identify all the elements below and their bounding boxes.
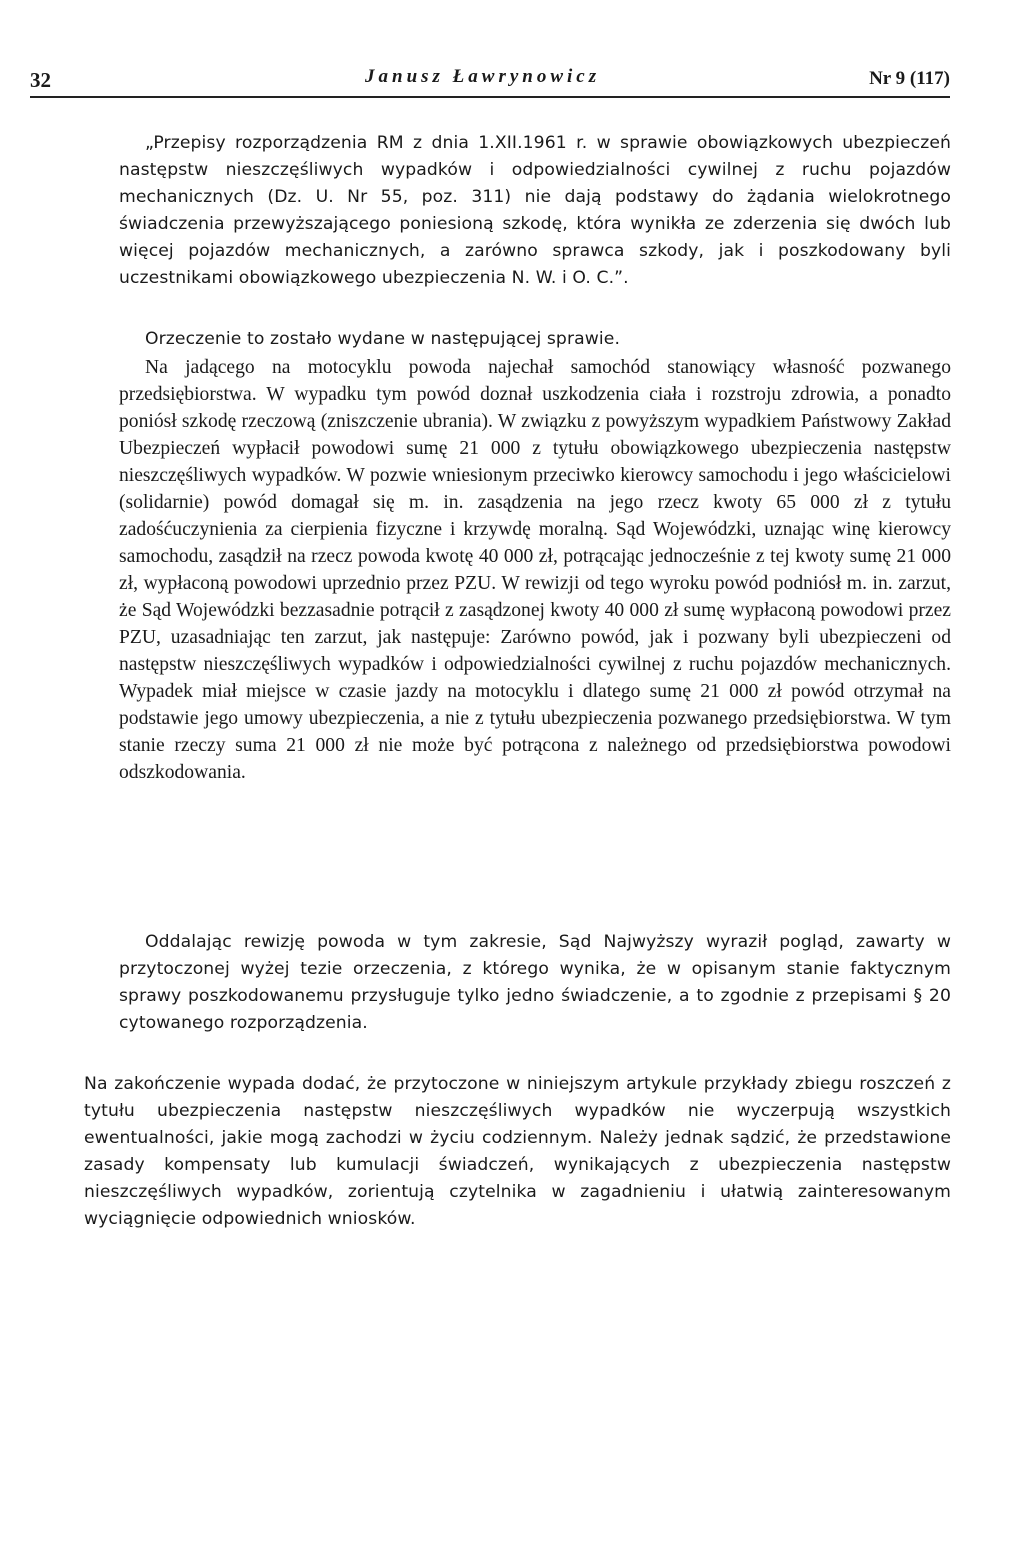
case-description-paragraph: Na jadącego na motocyklu powoda najechał samochód stanowiący własność pozwanego przedsiębiorstwa. W wypadku tym powód doznał uszkodzenia ciała i rozstroju zdrowia, a ponadto poniósł szkodę rzeczową (zniszczenie ubrania). W związku z powyższym wypadkiem Państwowy Zakład Ubezpieczeń wypłacił powodowi sumę 21 000 z tytułu obowiązkowego ubezpieczenia następstw nieszczęśliwych wypadków. W pozwie wniesionym przeciwko kierowcy samochodu i jego właścicielowi (solidarnie) powód domagał się m. in. zasądzenia na jego rzecz kwoty 65 000 zł z tytułu zadośćuczynienia za cierpienia fizyczne i krzywdę moralną. Sąd Wojewódzki, uznając winę kierowcy samochodu, zasądził na rzecz powoda kwotę 40 000 zł, potrącając jednocześnie z tej kwoty sumę 21 000 zł, wypłaconą powodowi uprzednio przez PZU. W rewizji od tego wyroku powód podniósł m. in. zarzut, że Sąd Wojewódzki bezzasadnie potrącił z zasądzonej kwoty 40 000 zł sumę wypłaconą powodowi przez PZU, uzasadniając ten zarzut, jak następuje: Zarówno powód, jak i pozwany byli ubezpieczeni od następstw nieszczęśliwych wypadków i odpowiedzialności cywilnej z ruchu pojazdów mechanicznych. Wypadek miał miejsce w czasie jazdy na motocyklu i dlatego sumę 21 000 zł powód otrzymał na podstawie jego umowy ubezpieczenia, a nie z tytułu ubezpieczenia pozwanego przedsiębiorstwa. W tym stanie rzeczy suma 21 000 zł nie może być potrącona z należnego od przedsiębiorstwa powodowi odszkodowania. [119, 357, 951, 783]
ruling-context-note: Orzeczenie to zostało wydane w następującej sprawie. [145, 329, 621, 349]
issue-number: Nr 9 (117) [869, 68, 950, 89]
supreme-court-ruling-paragraph: Oddalając rewizję powoda w tym zakresie, Sąd Najwyższy wyraził pogląd, zawarty w przytoczonej wyżej tezie orzeczenia, z którego wynika, że w opisanym stanie faktycznym sprawy poszkodowanemu przysługuje tylko jedno świadczenie, a to zgodnie z przepisami § 20 cytowanego rozporządzenia. [119, 932, 951, 1033]
ruling-thesis-quote: „Przepisy rozporządzenia RM z dnia 1.XII.1961 r. w sprawie obowiązkowych ubezpieczeń następstw nieszczęśliwych wypadków i odpowiedzialności cywilnej z ruchu pojazdów mechanicznych (Dz. U. Nr 55, poz. 311) nie dają podstawy do żądania wielokrotnego świadczenia przewyższającego poniesioną szkodę, która wynikła ze zderzenia się dwóch lub więcej pojazdów mechanicznych, a zarówno sprawca szkody, jak i poszkodowany byli uczestnikami obowiązkowego ubezpieczenia N. W. i O. C.”. [119, 133, 951, 288]
header-rule [30, 96, 950, 98]
conclusion-paragraph: Na zakończenie wypada dodać, że przytoczone w niniejszym artykule przykłady zbiegu roszczeń z tytułu ubezpieczenia następstw nieszczęśliwych wypadków nie wyczerpują wszystkich ewentualności, jakie mogą zachodzi w życiu codziennym. Należy jednak sądzić, że przedstawione zasady kompensaty lub kumulacji świadczeń, wynikających z ubezpieczenia następstw nieszczęśliwych wypadków, zorientują czytelnika w zagadnieniu i ułatwią zainteresowanym wyciągnięcie odpowiednich wniosków. [84, 1074, 951, 1229]
page-number: 32 [30, 68, 51, 92]
page-header [30, 66, 950, 98]
running-head-author: Janusz Ławrynowicz [365, 66, 601, 87]
